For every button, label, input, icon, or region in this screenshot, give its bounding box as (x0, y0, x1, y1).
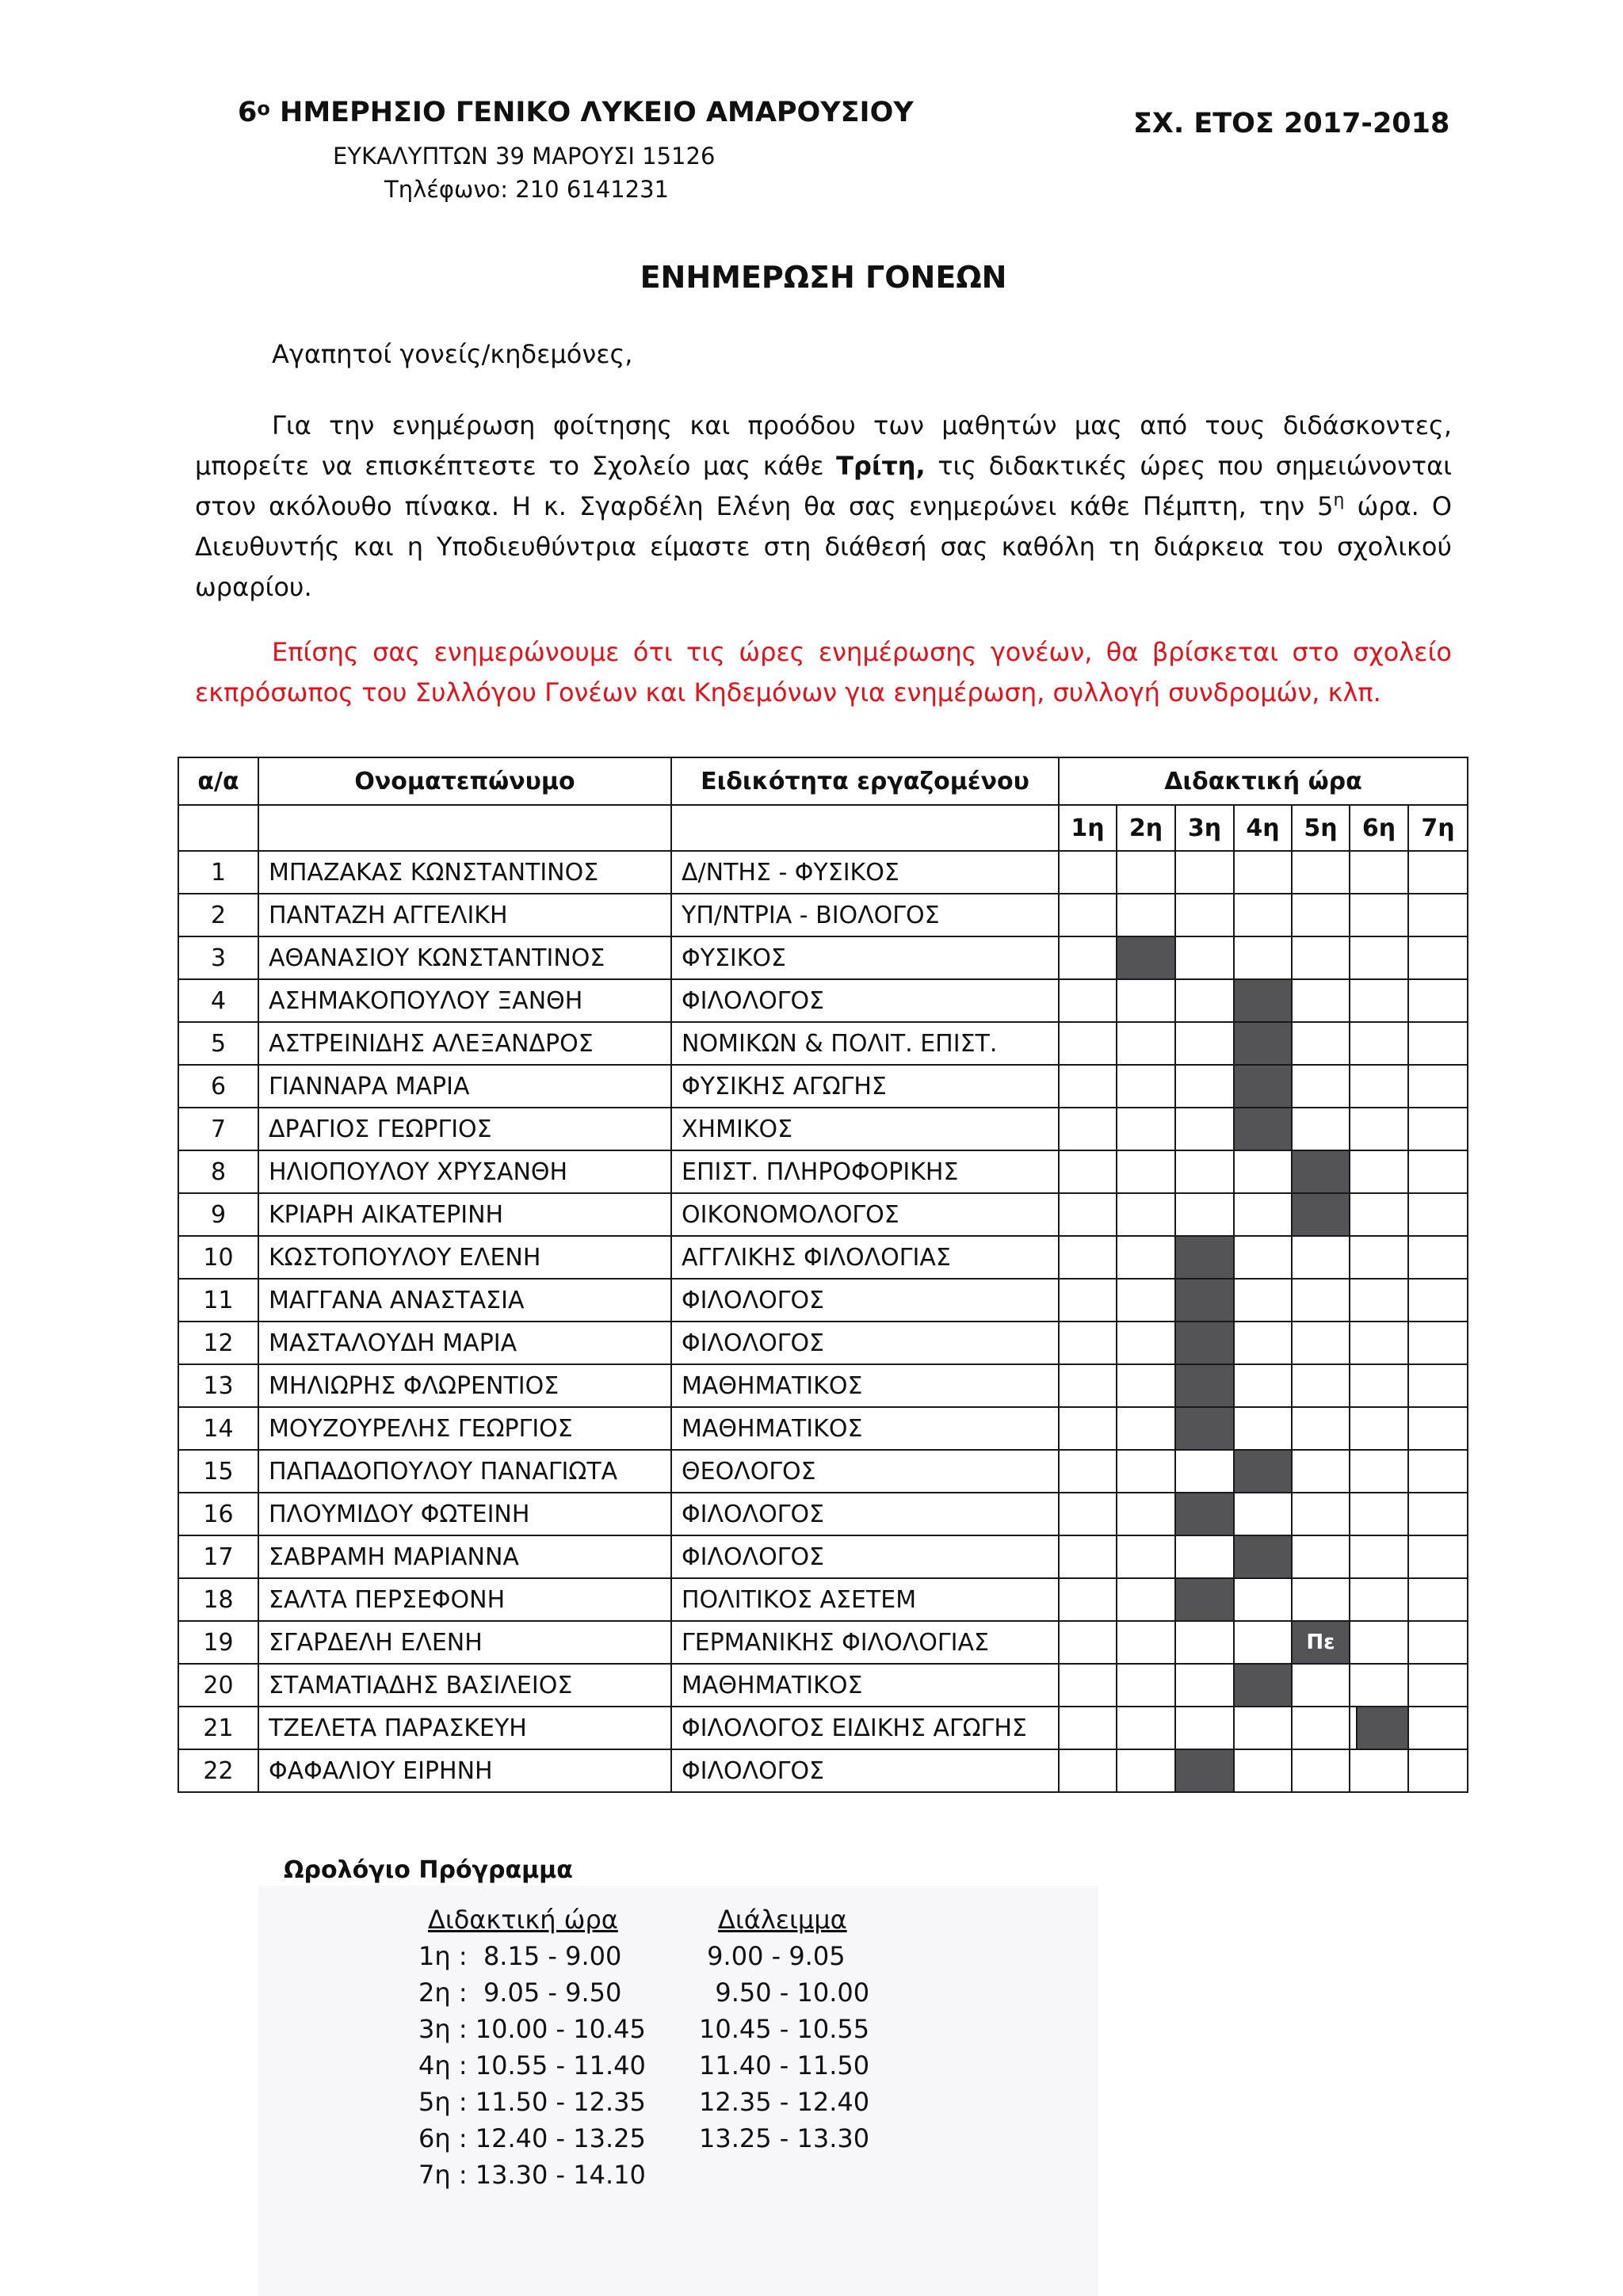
meeting-slot-empty (1117, 1450, 1175, 1493)
schedule-break-entry: 12.35 - 12.40 (699, 2087, 870, 2117)
meeting-slot-empty (1350, 1749, 1408, 1792)
meeting-slot-empty (1292, 851, 1350, 894)
meeting-slot-empty (1292, 1022, 1350, 1065)
teachers-table (178, 757, 1468, 1793)
meeting-slot-marked (1234, 1022, 1292, 1065)
teacher-name: ΗΛΙΟΠΟΥΛΟΥ ΧΡΥΣΑΝΘΗ (258, 1150, 671, 1193)
meeting-slot-empty (1117, 1193, 1175, 1236)
meeting-slot-empty (1117, 1065, 1175, 1108)
schedule-hour-entry: 2η : 9.05 - 9.50 (418, 1978, 622, 2008)
hour-label: 1η (1059, 805, 1117, 851)
teacher-name: ΔΡΑΓΙΟΣ ΓΕΩΡΓΙΟΣ (258, 1108, 671, 1150)
teacher-name: ΠΑΠΑΔΟΠΟΥΛΟΥ ΠΑΝΑΓΙΩΤΑ (258, 1450, 671, 1493)
table-row (178, 1578, 1468, 1621)
row-number: 16 (178, 1493, 258, 1535)
meeting-slot-empty (1234, 1578, 1292, 1621)
meeting-slot-marked (1234, 1450, 1292, 1493)
meeting-slot-empty (1059, 1108, 1117, 1150)
meeting-slot-empty (1408, 979, 1468, 1022)
meeting-slot-marked (1234, 1065, 1292, 1108)
meeting-slot-empty (1059, 1065, 1117, 1108)
teacher-specialty: Δ/ΝΤΗΣ - ΦΥΣΙΚΟΣ (671, 851, 1059, 894)
teacher-specialty: ΥΠ/ΝΤΡΙΑ - ΒΙΟΛΟΓΟΣ (671, 894, 1059, 936)
blank-cell (671, 805, 1059, 851)
meeting-slot-empty (1175, 1150, 1234, 1193)
teacher-specialty: ΦΙΛΟΛΟΓΟΣ (671, 1322, 1059, 1364)
table-row (178, 1621, 1468, 1664)
meeting-slot-empty (1350, 1621, 1408, 1664)
teacher-specialty: ΘΕΟΛΟΓΟΣ (671, 1450, 1059, 1493)
teacher-name: ΣΤΑΜΑΤΙΑΔΗΣ ΒΑΣΙΛΕΙΟΣ (258, 1664, 671, 1707)
table-row (178, 1150, 1468, 1193)
greeting: Αγαπητοί γονείς/κηδεμόνες, (272, 339, 633, 369)
teacher-specialty: ΦΙΛΟΛΟΓΟΣ (671, 1493, 1059, 1535)
col-header-num: α/α (178, 757, 258, 805)
meeting-slot-empty (1408, 1493, 1468, 1535)
row-number: 1 (178, 851, 258, 894)
row-number: 17 (178, 1535, 258, 1578)
table-row (178, 1065, 1468, 1108)
meeting-slot-empty (1292, 1279, 1350, 1322)
schedule-break-entry: 11.40 - 11.50 (699, 2050, 870, 2081)
meeting-slot-empty (1117, 1407, 1175, 1450)
row-number: 15 (178, 1450, 258, 1493)
meeting-slot-empty (1117, 979, 1175, 1022)
teacher-specialty: ΜΑΘΗΜΑΤΙΚΟΣ (671, 1664, 1059, 1707)
row-number: 21 (178, 1707, 258, 1749)
meeting-slot-empty (1350, 894, 1408, 936)
meeting-slot-empty (1175, 1535, 1234, 1578)
schedule-hour-header: Διδακτική ώρα (428, 1905, 618, 1935)
teacher-specialty: ΜΑΘΗΜΑΤΙΚΟΣ (671, 1364, 1059, 1407)
table-row (178, 936, 1468, 979)
hour-label: 3η (1175, 805, 1234, 851)
table-row (178, 1364, 1468, 1407)
meeting-slot-empty (1117, 1279, 1175, 1322)
hour-label: 2η (1117, 805, 1175, 851)
meeting-slot-empty (1234, 1407, 1292, 1450)
meeting-slot-empty (1408, 1193, 1468, 1236)
meeting-slot-empty (1175, 979, 1234, 1022)
meeting-slot-empty (1350, 1450, 1408, 1493)
meeting-slot-empty (1117, 1749, 1175, 1792)
meeting-slot-empty (1059, 1578, 1117, 1621)
meeting-slot-empty (1059, 979, 1117, 1022)
meeting-slot-empty (1059, 894, 1117, 936)
meeting-slot-empty (1234, 1236, 1292, 1279)
hour-label: 7η (1408, 805, 1468, 851)
meeting-slot-empty (1175, 1022, 1234, 1065)
teacher-specialty: ΦΙΛΟΛΟΓΟΣ (671, 1535, 1059, 1578)
schedule-hour-entry: 5η : 11.50 - 12.35 (418, 2087, 646, 2117)
meeting-slot-empty (1292, 936, 1350, 979)
meeting-slot-empty (1059, 1322, 1117, 1364)
schedule-hour-entry: 3η : 10.00 - 10.45 (418, 2014, 646, 2044)
table-row (178, 851, 1468, 894)
schedule-breaks-list (699, 1938, 869, 2157)
teacher-specialty: ΑΓΓΛΙΚΗΣ ΦΙΛΟΛΟΓΙΑΣ (671, 1236, 1059, 1279)
teacher-specialty: ΦΙΛΟΛΟΓΟΣ (671, 1279, 1059, 1322)
meeting-slot-marked (1175, 1364, 1234, 1407)
table-row (178, 1535, 1468, 1578)
meeting-slot-empty (1408, 1407, 1468, 1450)
meeting-slot-empty (1408, 1621, 1468, 1664)
meeting-slot-empty (1350, 1065, 1408, 1108)
meeting-slot-empty (1408, 936, 1468, 979)
meeting-slot-marked (1292, 1150, 1350, 1193)
meeting-slot-marked (1175, 1749, 1234, 1792)
meeting-slot-empty (1117, 1578, 1175, 1621)
teacher-name: ΣΑΛΤΑ ΠΕΡΣΕΦΟΝΗ (258, 1578, 671, 1621)
schedule-hours-list (418, 1938, 646, 2193)
schedule-break-entry: 13.25 - 13.30 (699, 2123, 870, 2153)
meeting-slot-empty (1292, 979, 1350, 1022)
meeting-slot-empty (1059, 1749, 1117, 1792)
meeting-slot-empty (1059, 1407, 1117, 1450)
meeting-slot-empty (1234, 1193, 1292, 1236)
teacher-name: ΣΓΑΡΔΕΛΗ ΕΛΕΝΗ (258, 1621, 671, 1664)
meeting-slot-empty (1059, 1707, 1117, 1749)
col-header-specialty: Ειδικότητα εργαζομένου (671, 757, 1059, 805)
meeting-slot-empty (1175, 1664, 1234, 1707)
meeting-slot-empty (1117, 894, 1175, 936)
schedule-title: Ωρολόγιο Πρόγραμμα (284, 1856, 573, 1884)
meeting-slot-empty (1175, 1065, 1234, 1108)
teacher-specialty: ΓΕΡΜΑΝΙΚΗΣ ΦΙΛΟΛΟΓΙΑΣ (671, 1621, 1059, 1664)
meeting-slot-empty (1292, 1364, 1350, 1407)
meeting-slot-empty (1292, 1578, 1350, 1621)
teacher-name: ΚΡΙΑΡΗ ΑΙΚΑΤΕΡΙΝΗ (258, 1193, 671, 1236)
meeting-slot-empty (1234, 1279, 1292, 1322)
meeting-slot-empty (1292, 1450, 1350, 1493)
row-number: 5 (178, 1022, 258, 1065)
meeting-slot-empty (1234, 1364, 1292, 1407)
teacher-specialty: ΠΟΛΙΤΙΚΟΣ ΑΣΕΤΕΜ (671, 1578, 1059, 1621)
schedule-hour-entry: 6η : 12.40 - 13.25 (418, 2123, 646, 2153)
meeting-slot-marked (1117, 936, 1175, 979)
row-number: 18 (178, 1578, 258, 1621)
teacher-name: ΠΛΟΥΜΙΔΟΥ ΦΩΤΕΙΝΗ (258, 1493, 671, 1535)
school-address: ΕΥΚΑΛΥΠΤΩΝ 39 ΜΑΡΟΥΣΙ 15126 (333, 143, 716, 170)
hour-label-row (178, 805, 1468, 851)
row-number: 20 (178, 1664, 258, 1707)
meeting-slot-empty (1408, 851, 1468, 894)
meeting-slot-empty (1408, 1236, 1468, 1279)
meeting-slot-empty (1292, 1236, 1350, 1279)
meeting-slot-empty (1175, 1707, 1234, 1749)
meeting-slot-empty (1350, 1493, 1408, 1535)
hour-label: 6η (1350, 805, 1408, 851)
teacher-name: ΜΑΓΓΑΝΑ ΑΝΑΣΤΑΣΙΑ (258, 1279, 671, 1322)
meeting-slot-empty (1234, 1749, 1292, 1792)
meeting-slot-empty (1059, 1450, 1117, 1493)
table-row (178, 1193, 1468, 1236)
meeting-slot-empty (1175, 894, 1234, 936)
meeting-slot-marked (1175, 1322, 1234, 1364)
meeting-slot-empty (1350, 1322, 1408, 1364)
meeting-slot-empty (1117, 1108, 1175, 1150)
meeting-slot-empty (1234, 1322, 1292, 1364)
meeting-slot-empty (1117, 1664, 1175, 1707)
table-row (178, 1493, 1468, 1535)
meeting-slot-empty (1175, 936, 1234, 979)
blank-cell (258, 805, 671, 851)
row-number: 22 (178, 1749, 258, 1792)
meeting-slot-empty (1292, 1535, 1350, 1578)
meeting-slot-empty (1117, 1236, 1175, 1279)
table-row (178, 1707, 1468, 1749)
teacher-specialty: ΦΙΛΟΛΟΓΟΣ (671, 979, 1059, 1022)
row-number: 11 (178, 1279, 258, 1322)
meeting-slot-empty (1234, 894, 1292, 936)
meeting-slot-empty (1408, 1279, 1468, 1322)
meeting-slot-empty (1408, 1578, 1468, 1621)
meeting-slot-empty (1117, 1150, 1175, 1193)
meeting-slot-empty (1350, 1407, 1408, 1450)
meeting-slot-marked: Πε (1292, 1621, 1350, 1664)
meeting-slot-empty (1059, 1664, 1117, 1707)
meeting-slot-empty (1350, 1664, 1408, 1707)
meeting-slot-empty (1059, 1364, 1117, 1407)
table-row (178, 1407, 1468, 1450)
teacher-specialty: ΦΙΛΟΛΟΓΟΣ ΕΙΔΙΚΗΣ ΑΓΩΓΗΣ (671, 1707, 1059, 1749)
meeting-slot-empty (1408, 1535, 1468, 1578)
meeting-slot-marked (1234, 1535, 1292, 1578)
row-number: 3 (178, 936, 258, 979)
meeting-slot-empty (1350, 1150, 1408, 1193)
table-row (178, 1664, 1468, 1707)
meeting-slot-empty (1350, 1022, 1408, 1065)
table-header-row (178, 757, 1468, 805)
table-row (178, 1450, 1468, 1493)
meeting-slot-empty (1292, 1322, 1350, 1364)
meeting-slot-empty (1059, 1279, 1117, 1322)
meeting-slot-empty (1350, 851, 1408, 894)
teacher-name: ΜΗΛΙΩΡΗΣ ΦΛΩΡΕΝΤΙΟΣ (258, 1364, 671, 1407)
teacher-specialty: ΟΙΚΟΝΟΜΟΛΟΓΟΣ (671, 1193, 1059, 1236)
schedule-break-entry: 9.00 - 9.05 (699, 1941, 846, 1971)
meeting-slot-empty (1059, 1621, 1117, 1664)
meeting-slot-empty (1234, 1707, 1292, 1749)
teacher-name: ΜΠΑΖΑΚΑΣ ΚΩΝΣΤΑΝΤΙΝΟΣ (258, 851, 671, 894)
meeting-slot-empty (1175, 1108, 1234, 1150)
meeting-slot-marked (1175, 1279, 1234, 1322)
row-number: 12 (178, 1322, 258, 1364)
meeting-slot-empty (1350, 1535, 1408, 1578)
meeting-slot-empty (1350, 1193, 1408, 1236)
meeting-slot-empty (1408, 1150, 1468, 1193)
school-year: ΣΧ. ΕΤΟΣ 2017-2018 (1133, 108, 1450, 139)
meeting-slot-empty (1117, 1707, 1175, 1749)
meeting-slot-empty (1059, 1236, 1117, 1279)
meeting-slot-empty (1234, 1621, 1292, 1664)
meeting-slot-marked (1234, 1108, 1292, 1150)
meeting-slot-empty (1059, 936, 1117, 979)
meeting-slot-empty (1059, 1193, 1117, 1236)
meeting-slot-empty (1408, 1065, 1468, 1108)
meeting-slot-empty (1117, 1621, 1175, 1664)
meeting-slot-empty (1117, 851, 1175, 894)
meeting-slot-empty (1292, 1493, 1350, 1535)
teacher-specialty: ΝΟΜΙΚΩΝ & ΠΟΛΙΤ. ΕΠΙΣΤ. (671, 1022, 1059, 1065)
teacher-name: ΓΙΑΝΝΑΡΑ ΜΑΡΙΑ (258, 1065, 671, 1108)
meeting-slot-empty (1408, 1108, 1468, 1150)
hour-label: 4η (1234, 805, 1292, 851)
meeting-slot-empty (1175, 851, 1234, 894)
school-phone: Τηλέφωνο: 210 6141231 (384, 176, 670, 203)
schedule-hour-entry: 4η : 10.55 - 11.40 (418, 2050, 646, 2081)
meeting-slot-empty (1234, 1150, 1292, 1193)
blank-cell (178, 805, 258, 851)
meeting-slot-empty (1292, 1707, 1350, 1749)
row-number: 7 (178, 1108, 258, 1150)
schedule-background (258, 1886, 1098, 2296)
meeting-slot-empty (1408, 1749, 1468, 1792)
meeting-slot-empty (1408, 1322, 1468, 1364)
meeting-slot-empty (1175, 1450, 1234, 1493)
table-row (178, 894, 1468, 936)
row-number: 10 (178, 1236, 258, 1279)
meeting-slot-empty (1175, 1193, 1234, 1236)
meeting-slot-empty (1408, 1664, 1468, 1707)
table-row (178, 1022, 1468, 1065)
meeting-slot-empty (1059, 851, 1117, 894)
meeting-slot-marked (1175, 1493, 1234, 1535)
teacher-specialty: ΜΑΘΗΜΑΤΙΚΟΣ (671, 1407, 1059, 1450)
teacher-specialty: ΦΙΛΟΛΟΓΟΣ (671, 1749, 1059, 1792)
meeting-slot-empty (1350, 1578, 1408, 1621)
meeting-slot-empty (1350, 936, 1408, 979)
meeting-slot-empty (1408, 894, 1468, 936)
meeting-slot-empty (1292, 1065, 1350, 1108)
table-row (178, 1279, 1468, 1322)
row-number: 6 (178, 1065, 258, 1108)
teacher-name: ΤΖΕΛΕΤΑ ΠΑΡΑΣΚΕΥΗ (258, 1707, 671, 1749)
teacher-specialty: ΕΠΙΣΤ. ΠΛΗΡΟΦΟΡΙΚΗΣ (671, 1150, 1059, 1193)
meeting-slot-empty (1234, 1493, 1292, 1535)
meeting-slot-empty (1117, 1022, 1175, 1065)
meeting-slot-empty (1117, 1493, 1175, 1535)
parents-association-notice: Επίσης σας ενημερώνουμε ότι τις ώρες ενημέρωσης γονέων, θα βρίσκεται στο σχολείο εκπρόσωπος του Συλλόγου Γονέων και Κηδεμόνων για ενημέρωση, συλλογή συνδρομών, κλπ. (195, 637, 1452, 707)
teacher-name: ΣΑΒΡΑΜΗ ΜΑΡΙΑΝΝΑ (258, 1535, 671, 1578)
schedule-hour-entry: 1η : 8.15 - 9.00 (418, 1941, 622, 1971)
schedule-break-header: Διάλειμμα (718, 1905, 847, 1935)
meeting-slot-empty (1292, 1664, 1350, 1707)
meeting-slot-empty (1059, 1022, 1117, 1065)
row-number: 19 (178, 1621, 258, 1664)
teacher-name: ΚΩΣΤΟΠΟΥΛΟΥ ΕΛΕΝΗ (258, 1236, 671, 1279)
meeting-slot-empty (1350, 979, 1408, 1022)
meeting-slot-marked (1175, 1236, 1234, 1279)
meeting-slot-empty (1292, 894, 1350, 936)
meeting-slot-empty (1408, 1450, 1468, 1493)
row-number: 4 (178, 979, 258, 1022)
meeting-slot-empty (1117, 1535, 1175, 1578)
meeting-slot-empty (1292, 1407, 1350, 1450)
teacher-name: ΜΑΣΤΑΛΟΥΔΗ ΜΑΡΙΑ (258, 1322, 671, 1364)
teacher-specialty: ΦΥΣΙΚΟΣ (671, 936, 1059, 979)
meeting-slot-empty (1059, 1150, 1117, 1193)
row-number: 13 (178, 1364, 258, 1407)
meeting-slot-empty (1117, 1364, 1175, 1407)
meeting-slot-empty (1408, 1022, 1468, 1065)
teacher-name: ΜΟΥΖΟΥΡΕΛΗΣ ΓΕΩΡΓΙΟΣ (258, 1407, 671, 1450)
teacher-name: ΑΣΤΡΕΙΝΙΔΗΣ ΑΛΕΞΑΝΔΡΟΣ (258, 1022, 671, 1065)
teacher-name: ΑΣΗΜΑΚΟΠΟΥΛΟΥ ΞΑΝΘΗ (258, 979, 671, 1022)
teacher-name: ΑΘΑΝΑΣΙΟΥ ΚΩΝΣΤΑΝΤΙΝΟΣ (258, 936, 671, 979)
col-header-hours: Διδακτική ώρα (1059, 757, 1468, 805)
teacher-specialty: ΦΥΣΙΚΗΣ ΑΓΩΓΗΣ (671, 1065, 1059, 1108)
meeting-slot-marked (1350, 1707, 1408, 1749)
table-row (178, 1749, 1468, 1792)
meeting-slot-marked (1234, 979, 1292, 1022)
meeting-slot-empty (1059, 1493, 1117, 1535)
meeting-slot-marked (1292, 1193, 1350, 1236)
row-number: 14 (178, 1407, 258, 1450)
row-number: 2 (178, 894, 258, 936)
col-header-name: Ονοματεπώνυμο (258, 757, 671, 805)
row-number: 9 (178, 1193, 258, 1236)
meeting-slot-marked (1175, 1578, 1234, 1621)
teacher-name: ΠΑΝΤΑΖΗ ΑΓΓΕΛΙΚΗ (258, 894, 671, 936)
school-name: $6^o$ ΗΜΕΡΗΣΙΟ ΓΕΝΙΚΟ ΛΥΚΕΙΟ ΑΜΑΡΟΥΣΙΟΥ (238, 97, 914, 128)
meeting-slot-empty (1408, 1707, 1468, 1749)
teacher-specialty: ΧΗΜΙΚΟΣ (671, 1108, 1059, 1150)
document-title: ΕΝΗΜΕΡΩΣΗ ΓΟΝΕΩΝ (640, 260, 1007, 295)
meeting-slot-empty (1234, 851, 1292, 894)
table-row (178, 1322, 1468, 1364)
meeting-slot-empty (1292, 1749, 1350, 1792)
meeting-slot-empty (1234, 936, 1292, 979)
hour-label: 5η (1292, 805, 1350, 851)
meeting-slot-marked (1175, 1407, 1234, 1450)
table-row (178, 1108, 1468, 1150)
meeting-slot-empty (1350, 1108, 1408, 1150)
meeting-slot-empty (1350, 1236, 1408, 1279)
meeting-slot-empty (1117, 1322, 1175, 1364)
table-row (178, 1236, 1468, 1279)
meeting-slot-empty (1175, 1621, 1234, 1664)
meeting-slot-empty (1350, 1364, 1408, 1407)
schedule-break-entry: 9.50 - 10.00 (699, 1978, 870, 2008)
teacher-name: ΦΑΦΑΛΙΟΥ ΕΙΡΗΝΗ (258, 1749, 671, 1792)
table-row (178, 979, 1468, 1022)
schedule-hour-entry: 7η : 13.30 - 14.10 (418, 2160, 646, 2190)
schedule-break-entry: 10.45 - 10.55 (699, 2014, 870, 2044)
meeting-slot-empty (1350, 1279, 1408, 1322)
info-paragraph: Για την ενημέρωση φοίτησης και προόδου των μαθητών μας από τους διδάσκοντες, μπορείτε να επισκέπτεστε το Σχολείο μας κάθε Τρίτη, τις διδακτικές ώρες που σημειώνονται στον ακόλουθο πίνακα. Η κ. Σγαρδέλη Ελένη θα σας ενημερώνει κάθε Πέμπτη, την $5^\eta$ ώρα. Ο Διευθυντής και η Υποδιευθύντρια είμαστε στη διάθεσή σας καθόλη τη διάρκεια του σχολικού ωραρίου. (195, 410, 1453, 602)
meeting-slot-empty (1059, 1535, 1117, 1578)
row-number: 8 (178, 1150, 258, 1193)
meeting-slot-marked (1234, 1664, 1292, 1707)
meeting-slot-empty (1408, 1364, 1468, 1407)
meeting-slot-empty (1292, 1108, 1350, 1150)
